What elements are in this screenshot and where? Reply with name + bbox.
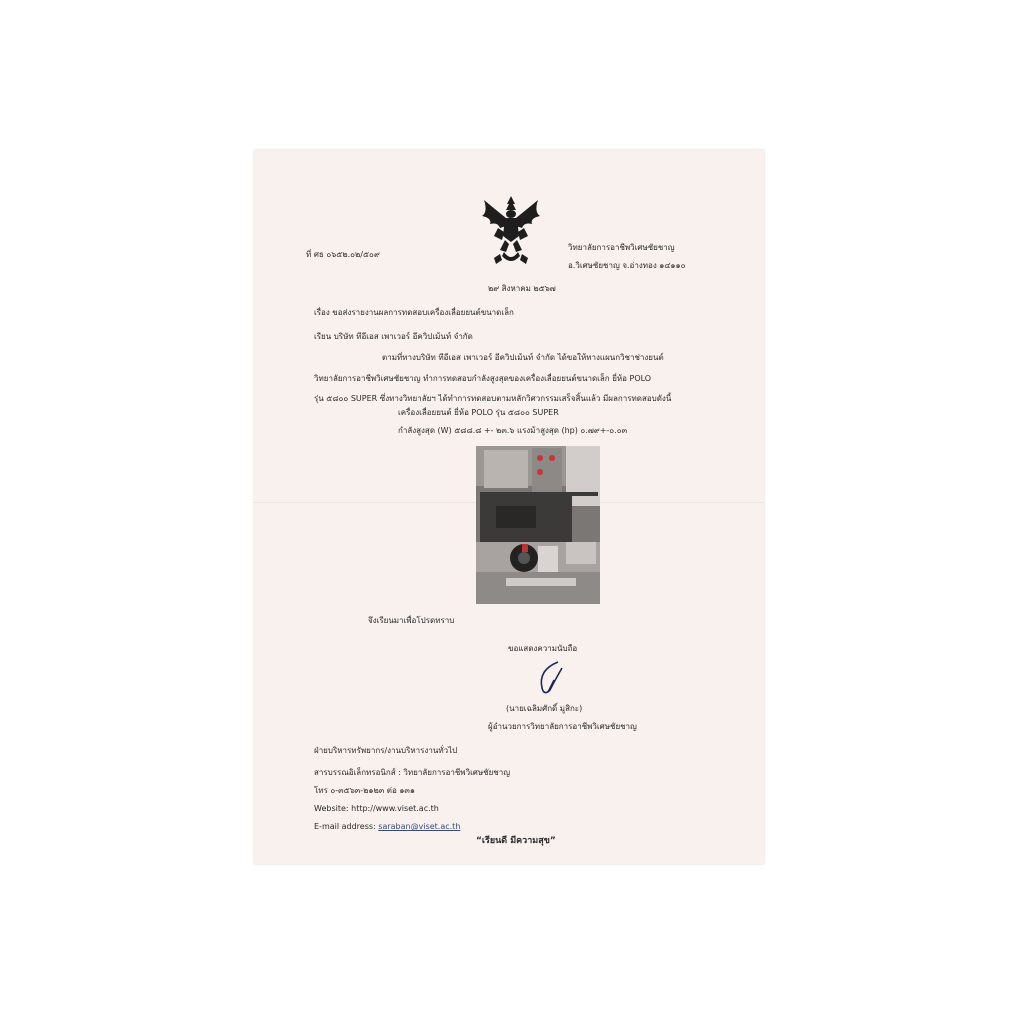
equipment-illustration xyxy=(476,446,600,604)
footer-email xyxy=(314,822,460,832)
test-equipment-photo xyxy=(476,446,600,604)
institution-address: อ.วิเศษชัยชาญ จ.อ่างทอง ๑๔๑๑๐ xyxy=(568,261,686,270)
footer-website: Website: http://www.viset.ac.th xyxy=(314,804,439,813)
letter-recipient: เรียน บริษัท ทีอีเอส เพาเวอร์ อีควิปเม้นท์ จำกัด xyxy=(314,332,473,341)
body-line-3: รุ่น ๕๘๐๐ SUPER ซึ่งทางวิทยาลัยฯ ได้ทำการทดสอบตามหลักวิศวกรรมเสร็จสิ้นแล้ว มีผลการทดสอบดังนี้ xyxy=(314,394,672,403)
letter-page xyxy=(254,150,764,864)
document-number: ที่ ศธ ๐๖๕๒.๐๒/๕๐๙ xyxy=(306,250,380,259)
email-label: E-mail address: xyxy=(314,822,379,831)
footer-phone: โทร ๐-๓๕๖๓-๒๑๒๓ ต่อ ๑๓๑ xyxy=(314,786,415,795)
signer-name: (นายเฉลิมศักดิ์ มูสิกะ) xyxy=(506,704,583,713)
regards-line: ขอแสดงความนับถือ xyxy=(508,644,578,653)
letter-subject: เรื่อง ขอส่งรายงานผลการทดสอบเครื่องเลื่อยยนต์ขนาดเล็ก xyxy=(314,308,514,317)
body-line-1: ตามที่ทางบริษัท ทีอีเอส เพาเวอร์ อีควิปเม้นท์ จำกัด ได้ขอให้ทางแผนกวิชาช่างยนต์ xyxy=(382,353,664,362)
closing-line: จึงเรียนมาเพื่อโปรดทราบ xyxy=(368,616,455,625)
result-values: กำลังสูงสุด (W) ๕๘๘.๘ +- ๒๓.๖ แรงม้าสูงสุด (hp) ๐.๗๙+-๐.๐๓ xyxy=(398,426,628,435)
result-model: เครื่องเลื่อยยนต์ ยี่ห้อ POLO รุ่น ๕๘๐๐ SUPER xyxy=(398,408,559,417)
signature-mark xyxy=(532,658,566,698)
signer-position: ผู้อำนวยการวิทยาลัยการอาชีพวิเศษชัยชาญ xyxy=(488,722,637,731)
letter-date: ๒๙ สิงหาคม ๒๕๖๗ xyxy=(488,284,556,293)
footer-department: ฝ่ายบริหารทรัพยากร/งานบริหารงานทั่วไป xyxy=(314,746,458,755)
college-motto: “เรียนดี มีความสุข” xyxy=(476,836,556,846)
institution-name: วิทยาลัยการอาชีพวิเศษชัยชาญ xyxy=(568,243,675,252)
garuda-emblem xyxy=(476,192,546,268)
body-line-2: วิทยาลัยการอาชีพวิเศษชัยชาญ ทำการทดสอบกำลังสูงสุดของเครื่องเลื่อยยนต์ขนาดเล็ก ยี่ห้อ POLO xyxy=(314,374,652,383)
footer-eoffice: สารบรรณอิเล็กทรอนิกส์ : วิทยาลัยการอาชีพวิเศษชัยชาญ xyxy=(314,768,511,777)
email-link[interactable]: saraban@viset.ac.th xyxy=(378,822,461,831)
